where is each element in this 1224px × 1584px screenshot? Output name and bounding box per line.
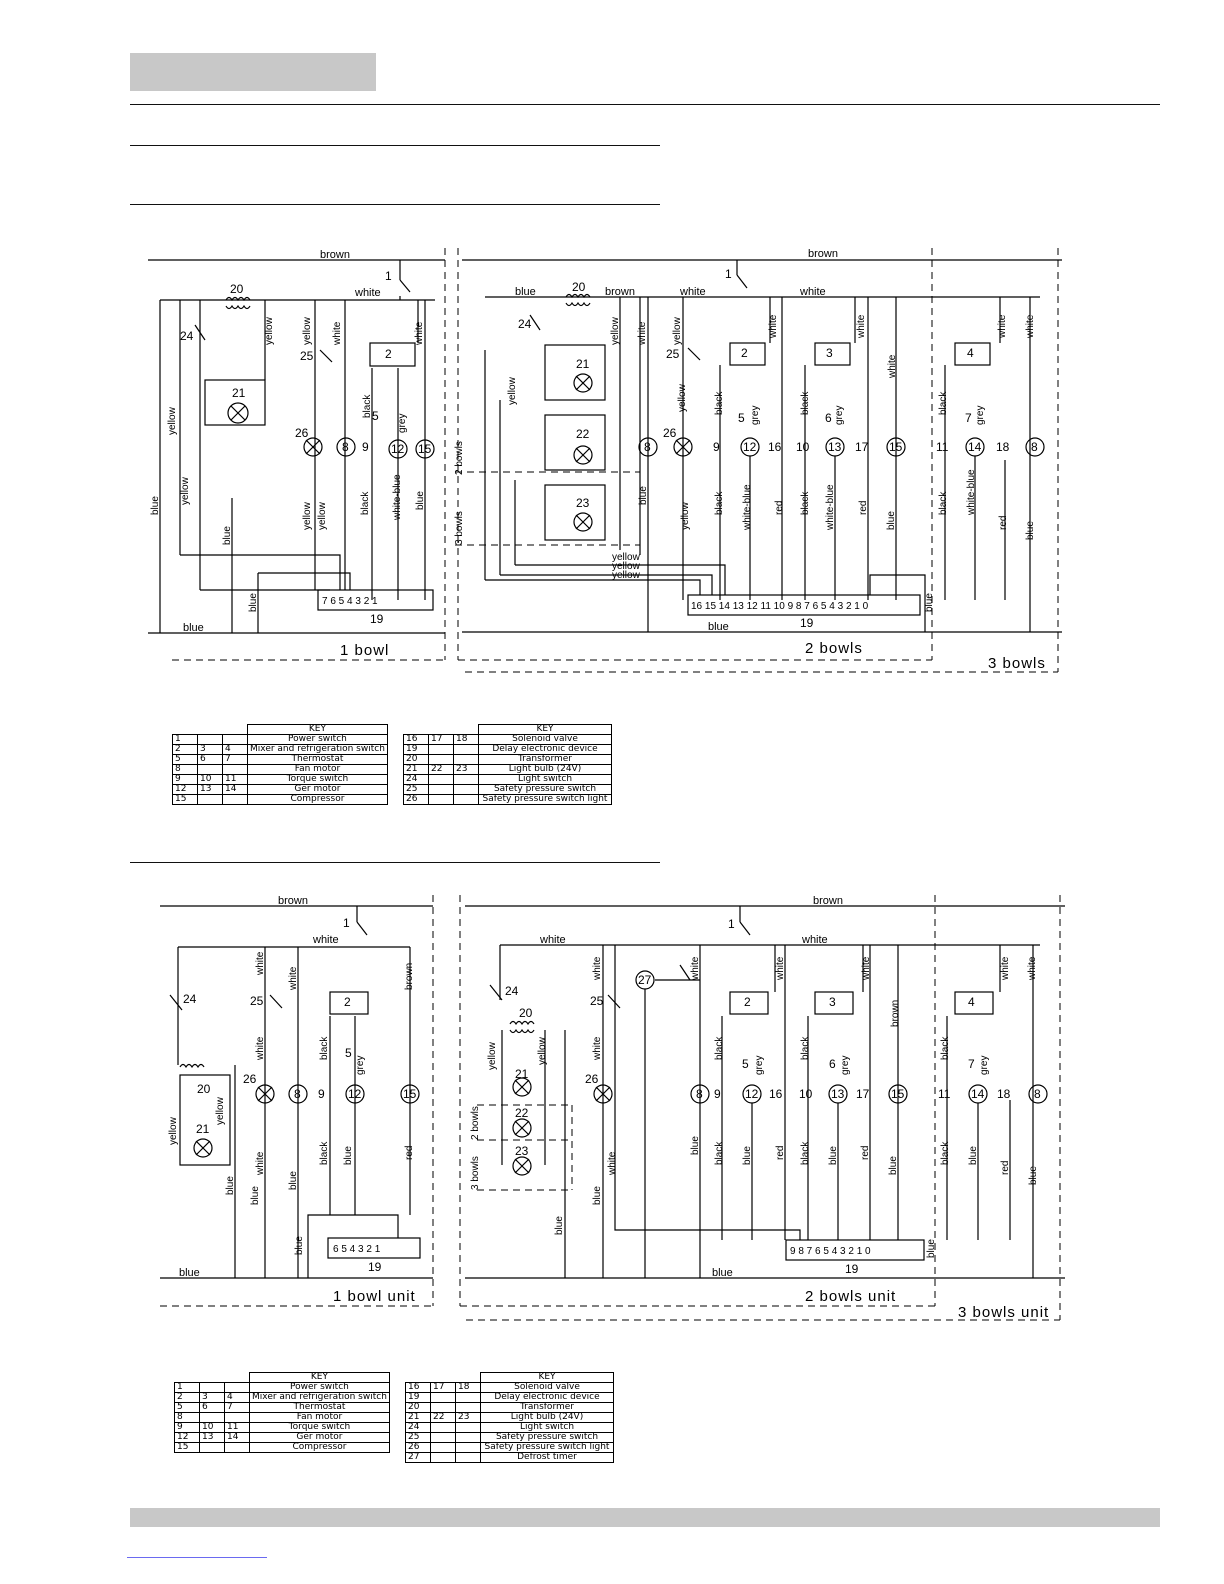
table-row: 5 6 7 Thermostat [173,755,388,765]
svg-text:blue: blue [250,1186,261,1205]
table-row: 26 Safety pressure switch light [404,795,612,805]
section-label-3-bowls-unit: 3 bowls unit [958,1304,1050,1321]
svg-text:blue: blue [288,1171,299,1190]
key-title: KEY [248,725,388,735]
svg-text:blue: blue [924,593,935,612]
svg-text:yellow: yellow [612,552,640,563]
svg-text:14: 14 [971,1087,985,1101]
svg-text:yellow: yellow [677,384,688,412]
svg-text:19: 19 [370,612,384,626]
svg-text:red: red [775,1145,786,1160]
svg-text:white-blue: white-blue [392,474,403,520]
svg-text:red: red [858,500,869,515]
svg-text:blue: blue [926,1239,937,1258]
svg-text:5: 5 [345,1046,352,1060]
svg-text:white: white [255,1151,266,1175]
svg-text:yellow: yellow [612,561,640,572]
svg-text:brown: brown [605,286,635,298]
svg-text:blue: blue [515,286,536,298]
svg-text:yellow: yellow [168,1117,179,1145]
svg-text:12: 12 [348,1087,362,1101]
svg-text:25: 25 [250,994,264,1008]
svg-text:white: white [637,321,648,345]
board-2-bowls: 16 15 14 13 12 11 10 9 8 7 6 5 4 3 2 1 0 [691,601,869,612]
svg-text:red: red [774,500,785,515]
svg-text:8: 8 [342,440,349,454]
svg-text:blue: blue [294,1236,305,1255]
table-row: 12 13 14 Ger motor [175,1433,390,1443]
svg-text:8: 8 [696,1087,703,1101]
wire-label-blue: blue [183,622,204,634]
svg-text:19: 19 [368,1260,382,1274]
key-title: KEY [250,1373,390,1383]
table-row: 27 Defrost timer [406,1453,614,1463]
svg-text:white: white [332,321,343,345]
svg-text:21: 21 [576,357,590,371]
svg-text:white: white [1025,314,1036,338]
section-label-2-bowls: 2 bowls [805,640,863,657]
svg-text:white: white [592,1036,603,1060]
svg-text:blue: blue [222,526,233,545]
svg-text:yellow: yellow [215,1097,226,1125]
wire-label-brown: brown [320,249,350,261]
svg-text:2: 2 [741,346,748,360]
svg-text:8: 8 [644,440,651,454]
svg-text:12: 12 [743,440,757,454]
svg-text:yellow: yellow [264,317,275,345]
svg-text:20: 20 [572,280,586,294]
svg-text:11: 11 [938,1087,951,1101]
svg-text:1: 1 [725,267,732,281]
svg-text:yellow: yellow [302,502,313,530]
svg-text:17: 17 [856,1087,870,1101]
svg-text:blue: blue [968,1146,979,1165]
svg-text:blue: blue [179,1267,200,1279]
table-row: 8 Fan motor [175,1413,390,1423]
svg-text:blue: blue [742,1146,753,1165]
svg-text:blue: blue [248,593,259,612]
svg-text:blue: blue [554,1216,565,1235]
svg-text:black: black [362,394,373,418]
wire-label-white: white [355,287,381,299]
svg-text:black: black [800,491,811,515]
svg-text:red: red [404,1145,415,1160]
svg-text:26: 26 [663,426,677,440]
svg-text:blue: blue [888,1156,899,1175]
svg-text:21: 21 [515,1067,529,1081]
svg-text:white: white [255,951,266,975]
svg-text:blue: blue [225,1176,236,1195]
svg-text:blue: blue [343,1146,354,1165]
svg-text:3: 3 [829,995,836,1009]
svg-text:grey: grey [979,1055,990,1075]
svg-text:white: white [414,321,425,345]
svg-text:15: 15 [418,442,432,456]
svg-text:5: 5 [738,411,745,425]
svg-text:21: 21 [196,1122,210,1136]
key-table-1-left [172,724,388,805]
svg-text:16: 16 [768,440,782,454]
svg-text:blue: blue [638,486,649,505]
footer-link-underline[interactable] [127,1557,267,1558]
svg-text:5: 5 [372,409,379,423]
svg-text:25: 25 [300,349,314,363]
svg-text:grey: grey [754,1055,765,1075]
section-label-2-bowls-unit: 2 bowls unit [805,1288,897,1305]
svg-text:20: 20 [519,1006,533,1020]
svg-text:grey: grey [397,413,408,433]
svg-text:white: white [861,956,872,980]
svg-text:white: white [800,286,826,298]
svg-text:11: 11 [936,440,949,454]
svg-text:1: 1 [728,917,735,931]
table-row: 19 Delay electronic device [406,1393,614,1403]
svg-text:5: 5 [742,1057,749,1071]
svg-text:27: 27 [638,973,652,987]
svg-text:black: black [940,1141,951,1165]
section-label-1-bowl: 1 bowl [340,642,390,659]
svg-text:white: white [768,314,779,338]
svg-text:6: 6 [825,411,832,425]
table-row: 24 Light switch [404,775,612,785]
svg-text:white-blue: white-blue [966,469,977,515]
footer-bar [130,1508,1160,1527]
svg-text:10: 10 [799,1087,813,1101]
table-row: 25 Safety pressure switch [404,785,612,795]
svg-text:21: 21 [232,386,246,400]
svg-text:white: white [690,956,701,980]
key-table-1-right [403,724,612,805]
svg-text:25: 25 [590,994,604,1008]
board-1-bowl: 7 6 5 4 3 2 1 [322,596,378,607]
svg-text:white: white [775,956,786,980]
svg-text:red: red [860,1145,871,1160]
svg-text:white: white [887,354,898,378]
svg-text:24: 24 [505,984,519,998]
table-row: 26 Safety pressure switch light [406,1443,614,1453]
svg-text:8: 8 [1031,440,1038,454]
svg-text:blue: blue [712,1267,733,1279]
table-row: 15 Compressor [173,795,388,805]
svg-text:17: 17 [855,440,869,454]
table-row: 20 Transformer [406,1403,614,1413]
key-table-2-left [174,1372,390,1453]
svg-text:20: 20 [230,282,244,296]
section-label-1-bowl-unit: 1 bowl unit [333,1288,416,1305]
svg-text:19: 19 [845,1262,859,1276]
svg-text:9: 9 [713,440,720,454]
table-row: 16 17 18 Solenoid valve [406,1383,614,1393]
svg-text:red: red [1000,1160,1011,1175]
svg-text:black: black [714,1036,725,1060]
svg-text:2: 2 [385,347,392,361]
svg-text:yellow: yellow [167,407,178,435]
table-row: 1 Power switch [173,735,388,745]
svg-text:1: 1 [343,916,350,930]
svg-text:22: 22 [515,1106,529,1120]
svg-text:24: 24 [183,992,197,1006]
table-row: 9 10 11 Torque switch [175,1423,390,1433]
svg-text:black: black [938,491,949,515]
svg-text:13: 13 [831,1087,845,1101]
svg-text:black: black [938,391,949,415]
svg-text:black: black [800,1141,811,1165]
svg-text:white-blue: white-blue [825,484,836,530]
board-2-bowls-unit: 9 8 7 6 5 4 3 2 1 0 [790,1246,871,1257]
svg-text:9: 9 [362,440,369,454]
svg-text:red: red [998,515,1009,530]
svg-text:26: 26 [295,426,309,440]
svg-text:white: white [255,1036,266,1060]
side-label-3-bowls-unit: 3 bowls [470,1156,481,1190]
svg-text:16: 16 [769,1087,783,1101]
svg-text:white: white [313,934,339,946]
svg-text:4: 4 [968,995,975,1009]
side-label-3-bowls: 3 bowls [454,511,465,545]
svg-text:brown: brown [813,895,843,907]
svg-text:blue: blue [886,511,897,530]
svg-text:9: 9 [318,1087,325,1101]
svg-text:20: 20 [197,1082,211,1096]
svg-text:blue: blue [1025,521,1036,540]
svg-text:24: 24 [518,317,532,331]
table-row: 25 Safety pressure switch [406,1433,614,1443]
svg-text:blue: blue [415,491,426,510]
svg-text:1: 1 [385,269,392,283]
svg-text:blue: blue [1028,1166,1039,1185]
table-row: 5 6 7 Thermostat [175,1403,390,1413]
svg-text:white: white [1000,956,1011,980]
svg-text:black: black [319,1036,330,1060]
svg-text:12: 12 [391,442,405,456]
svg-text:brown: brown [890,999,901,1027]
table-row: 2 3 4 Mixer and refrigeration switch [175,1393,390,1403]
svg-text:26: 26 [243,1072,257,1086]
table-row: 8 Fan motor [173,765,388,775]
svg-text:black: black [800,391,811,415]
table-row: 12 13 14 Ger motor [173,785,388,795]
svg-text:14: 14 [968,440,982,454]
table-row: 20 Transformer [404,755,612,765]
svg-text:white: white [802,934,828,946]
svg-text:brown: brown [808,248,838,260]
svg-text:blue: blue [592,1186,603,1205]
table-row: 2 3 4 Mixer and refrigeration switch [173,745,388,755]
svg-text:grey: grey [750,405,761,425]
svg-text:yellow: yellow [680,502,691,530]
key-table-2-right [405,1372,614,1463]
svg-text:yellow: yellow [537,1037,548,1065]
table-row: 9 10 11 Torque switch [173,775,388,785]
svg-text:23: 23 [515,1144,529,1158]
table-row: 19 Delay electronic device [404,745,612,755]
key-title: KEY [479,725,612,735]
svg-text:grey: grey [355,1055,366,1075]
svg-text:brown: brown [404,962,415,990]
svg-text:yellow: yellow [672,317,683,345]
side-label-2-bowls: 2 bowls [454,441,465,475]
svg-text:yellow: yellow [487,1042,498,1070]
svg-text:blue: blue [708,621,729,633]
svg-text:26: 26 [585,1072,599,1086]
svg-text:13: 13 [828,440,842,454]
table-row: 1 Power switch [175,1383,390,1393]
svg-text:15: 15 [889,440,903,454]
svg-text:black: black [319,1141,330,1165]
svg-text:black: black [800,1036,811,1060]
svg-text:25: 25 [666,347,680,361]
table-row: 21 22 23 Light bulb (24V) [404,765,612,775]
svg-text:white: white [607,1151,618,1175]
svg-text:white: white [997,314,1008,338]
svg-text:3: 3 [826,346,833,360]
section-label-3-bowls: 3 bowls [988,655,1046,672]
svg-text:yellow: yellow [180,477,191,505]
table-row: 16 17 18 Solenoid valve [404,735,612,745]
svg-text:black: black [360,491,371,515]
svg-text:white: white [592,956,603,980]
svg-text:white: white [856,314,867,338]
svg-text:yellow: yellow [610,317,621,345]
svg-text:white: white [288,966,299,990]
svg-text:yellow: yellow [507,377,518,405]
svg-text:15: 15 [891,1087,905,1101]
table-row: 24 Light switch [406,1423,614,1433]
key-title: KEY [481,1373,614,1383]
svg-text:23: 23 [576,496,590,510]
svg-text:white-blue: white-blue [742,484,753,530]
svg-text:blue: blue [828,1146,839,1165]
svg-text:15: 15 [403,1087,417,1101]
svg-text:22: 22 [576,427,590,441]
svg-text:white: white [1027,956,1038,980]
svg-text:4: 4 [967,346,974,360]
svg-text:12: 12 [745,1087,759,1101]
table-row: 15 Compressor [175,1443,390,1453]
diagram-1 [148,248,1062,672]
svg-text:7: 7 [968,1057,975,1071]
svg-text:grey: grey [975,405,986,425]
table-row: 21 22 23 Light bulb (24V) [406,1413,614,1423]
diagram-2 [160,895,1065,1321]
svg-text:grey: grey [834,405,845,425]
svg-text:2: 2 [744,995,751,1009]
svg-text:10: 10 [796,440,810,454]
svg-text:18: 18 [997,1087,1011,1101]
svg-text:8: 8 [1034,1087,1041,1101]
svg-text:black: black [714,491,725,515]
svg-text:24: 24 [180,329,194,343]
svg-text:7: 7 [965,411,972,425]
svg-text:8: 8 [294,1087,301,1101]
svg-text:blue: blue [150,496,161,515]
svg-text:black: black [940,1036,951,1060]
svg-text:2: 2 [344,995,351,1009]
board-1-bowl-unit: 6 5 4 3 2 1 [333,1244,381,1255]
svg-text:black: black [714,1141,725,1165]
side-label-2-bowls-unit: 2 bowls [470,1106,481,1140]
svg-text:yellow: yellow [317,502,328,530]
svg-text:grey: grey [840,1055,851,1075]
svg-text:black: black [714,391,725,415]
svg-text:9: 9 [714,1087,721,1101]
svg-text:18: 18 [996,440,1010,454]
svg-text:brown: brown [278,895,308,907]
svg-text:6: 6 [829,1057,836,1071]
svg-text:yellow: yellow [302,317,313,345]
svg-text:white: white [680,286,706,298]
svg-text:white: white [540,934,566,946]
svg-text:yellow: yellow [612,570,640,581]
svg-text:19: 19 [800,616,814,630]
svg-text:blue: blue [690,1136,701,1155]
